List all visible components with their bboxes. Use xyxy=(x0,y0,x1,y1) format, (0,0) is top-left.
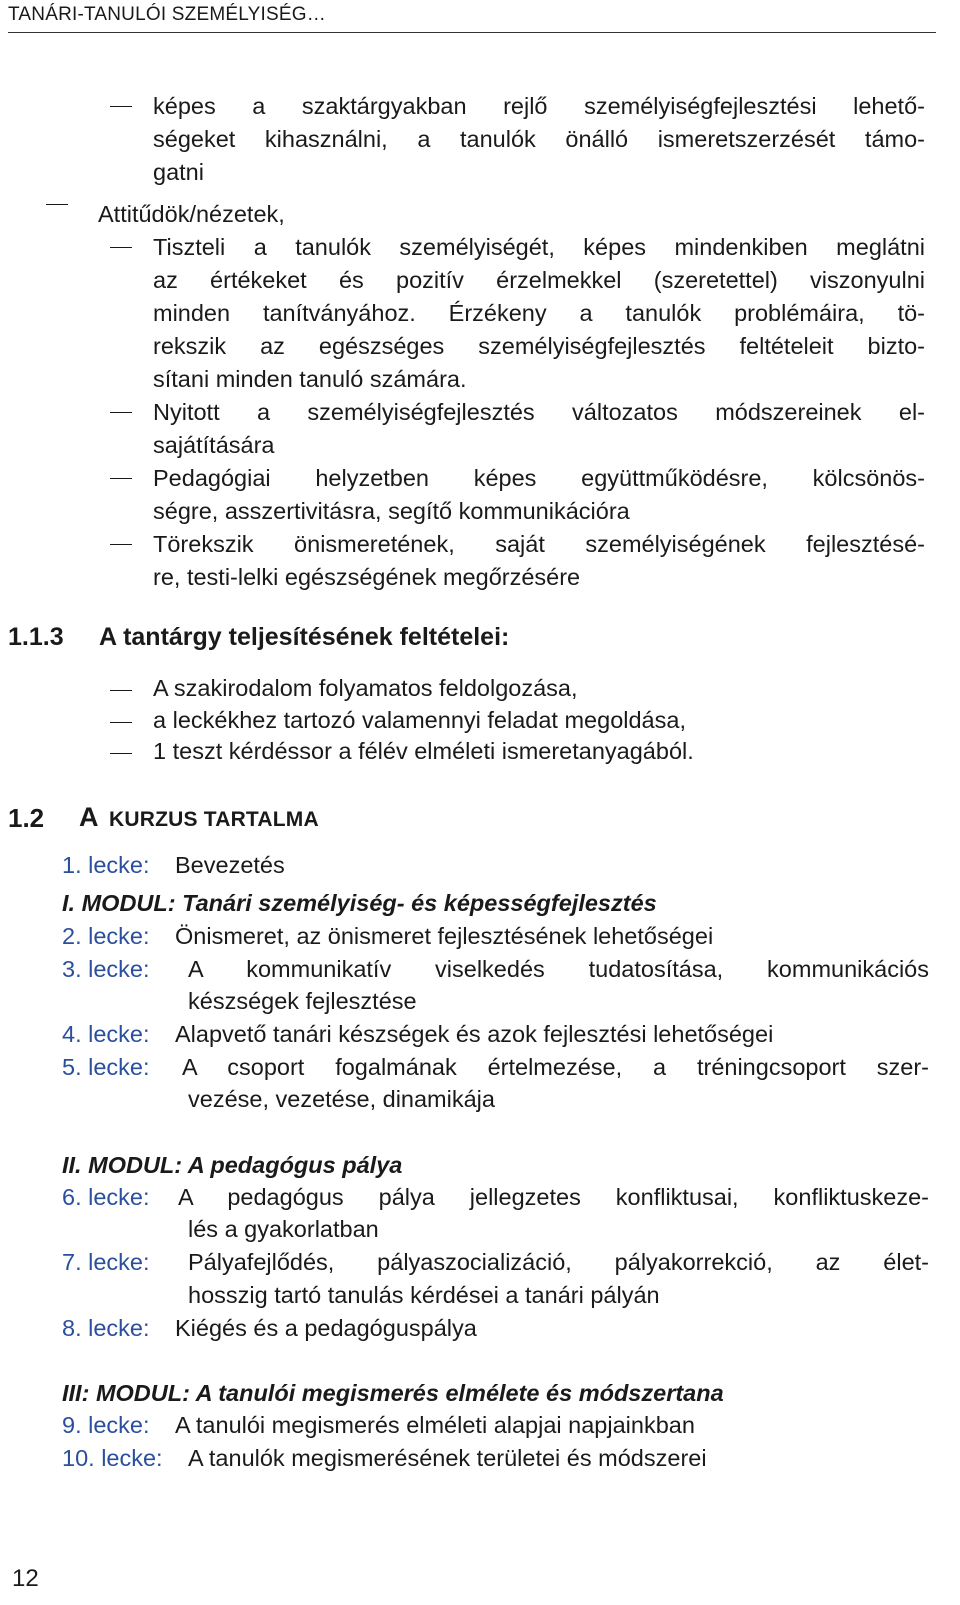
list-dash xyxy=(110,753,132,754)
list-item-line: képes a szaktárgyakban rejlő személyiségfejlesztési lehető- xyxy=(153,93,925,119)
list-item-line: ségeket kihasználni, a tanulók önálló ismeretszerzését támo- xyxy=(153,126,925,152)
condition-item: 1 teszt kérdéssor a félév elméleti ismeretanyagából. xyxy=(153,738,694,764)
section-title-first-letter: A xyxy=(79,802,99,832)
lesson-number: 3. lecke: xyxy=(62,956,150,982)
lesson-title: A csoport fogalmának értelmezése, a tréningcsoport szer- xyxy=(182,1054,929,1080)
list-item-line: Nyitott a személyiségfejlesztés változatos módszereinek el- xyxy=(153,399,925,425)
list-dash xyxy=(110,478,132,479)
section-title: A tantárgy teljesítésének feltételei: xyxy=(99,623,510,651)
module-title: II. MODUL: A pedagógus pálya xyxy=(62,1152,403,1178)
list-item-line: minden tanítványához. Érzékeny a tanulók problémáira, tö- xyxy=(153,300,925,326)
lesson-title: Önismeret, az önismeret fejlesztésének lehetőségei xyxy=(175,923,714,949)
lesson-title: lés a gyakorlatban xyxy=(188,1216,379,1242)
lesson-number: 6. lecke: xyxy=(62,1184,150,1210)
lesson-number: 9. lecke: xyxy=(62,1412,150,1438)
lesson-title: A pedagógus pálya jellegzetes konfliktusai, konfliktuskeze- xyxy=(178,1184,929,1210)
lesson-number: 10. lecke: xyxy=(62,1445,163,1471)
lesson-title: vezése, vezetése, dinamikája xyxy=(188,1086,495,1112)
lesson-title: készségek fejlesztése xyxy=(188,988,417,1014)
page-number: 12 xyxy=(12,1565,39,1592)
lesson-title: Kiégés és a pedagóguspálya xyxy=(175,1315,477,1341)
lesson-title: Pályafejlődés, pályaszocializáció, pályakorrekció, az élet- xyxy=(188,1249,929,1275)
list-item-line: rekszik az egészséges személyiségfejlesztés feltételeit bizto- xyxy=(153,333,925,359)
lesson-title: A tanulói megismerés elméleti alapjai napjainkban xyxy=(175,1412,695,1438)
lesson-number: 5. lecke: xyxy=(62,1054,150,1080)
running-header: TANÁRI-TANULÓI SZEMÉLYISÉG… xyxy=(8,4,936,33)
list-dash xyxy=(46,204,68,205)
condition-item: a leckékhez tartozó valamennyi feladat megoldása, xyxy=(153,707,686,733)
lesson-number: 8. lecke: xyxy=(62,1315,150,1341)
lesson-title: A kommunikatív viselkedés tudatosítása, kommunikációs xyxy=(188,956,929,982)
attitude-heading: Attitűdök/nézetek, xyxy=(98,201,285,227)
lesson-title: Bevezetés xyxy=(175,852,285,878)
list-dash xyxy=(110,247,132,248)
module-title: III: MODUL: A tanulói megismerés elmélete és módszertana xyxy=(62,1380,724,1406)
section-title: KURZUS TARTALMA xyxy=(109,808,319,831)
lesson-title: hosszig tartó tanulás kérdései a tanári pályán xyxy=(188,1282,660,1308)
list-item-line: Pedagógiai helyzetben képes együttműködésre, kölcsönös- xyxy=(153,465,925,491)
lesson-number: 2. lecke: xyxy=(62,923,150,949)
list-dash xyxy=(110,690,132,691)
list-dash xyxy=(110,412,132,413)
list-dash xyxy=(110,722,132,723)
condition-item: A szakirodalom folyamatos feldolgozása, xyxy=(153,675,578,701)
lesson-number: 4. lecke: xyxy=(62,1021,150,1047)
list-item-line: gatni xyxy=(153,159,204,185)
list-item-line: sítani minden tanuló számára. xyxy=(153,366,467,392)
list-item-line: sajátítására xyxy=(153,432,275,458)
lesson-number: 7. lecke: xyxy=(62,1249,150,1275)
lesson-number: 1. lecke: xyxy=(62,852,150,878)
section-number: 1.2 xyxy=(8,803,45,833)
list-item-line: ségre, asszertivitásra, segítő kommunikációra xyxy=(153,498,630,524)
lesson-title: Alapvető tanári készségek és azok fejlesztési lehetőségei xyxy=(175,1021,774,1047)
list-dash xyxy=(110,106,132,107)
list-item-line: Törekszik önismeretének, saját személyiségének fejlesztésé- xyxy=(153,531,925,557)
module-title: I. MODUL: Tanári személyiség- és képességfejlesztés xyxy=(62,890,657,916)
list-item-line: re, testi-lelki egészségének megőrzésére xyxy=(153,564,581,590)
list-dash xyxy=(110,544,132,545)
section-number: 1.1.3 xyxy=(8,623,64,651)
list-item-line: Tiszteli a tanulók személyiségét, képes mindenkiben meglátni xyxy=(153,234,925,260)
lesson-title: A tanulók megismerésének területei és módszerei xyxy=(188,1445,707,1471)
list-item-line: az értékeket és pozitív érzelmekkel (szeretettel) viszonyulni xyxy=(153,267,925,293)
